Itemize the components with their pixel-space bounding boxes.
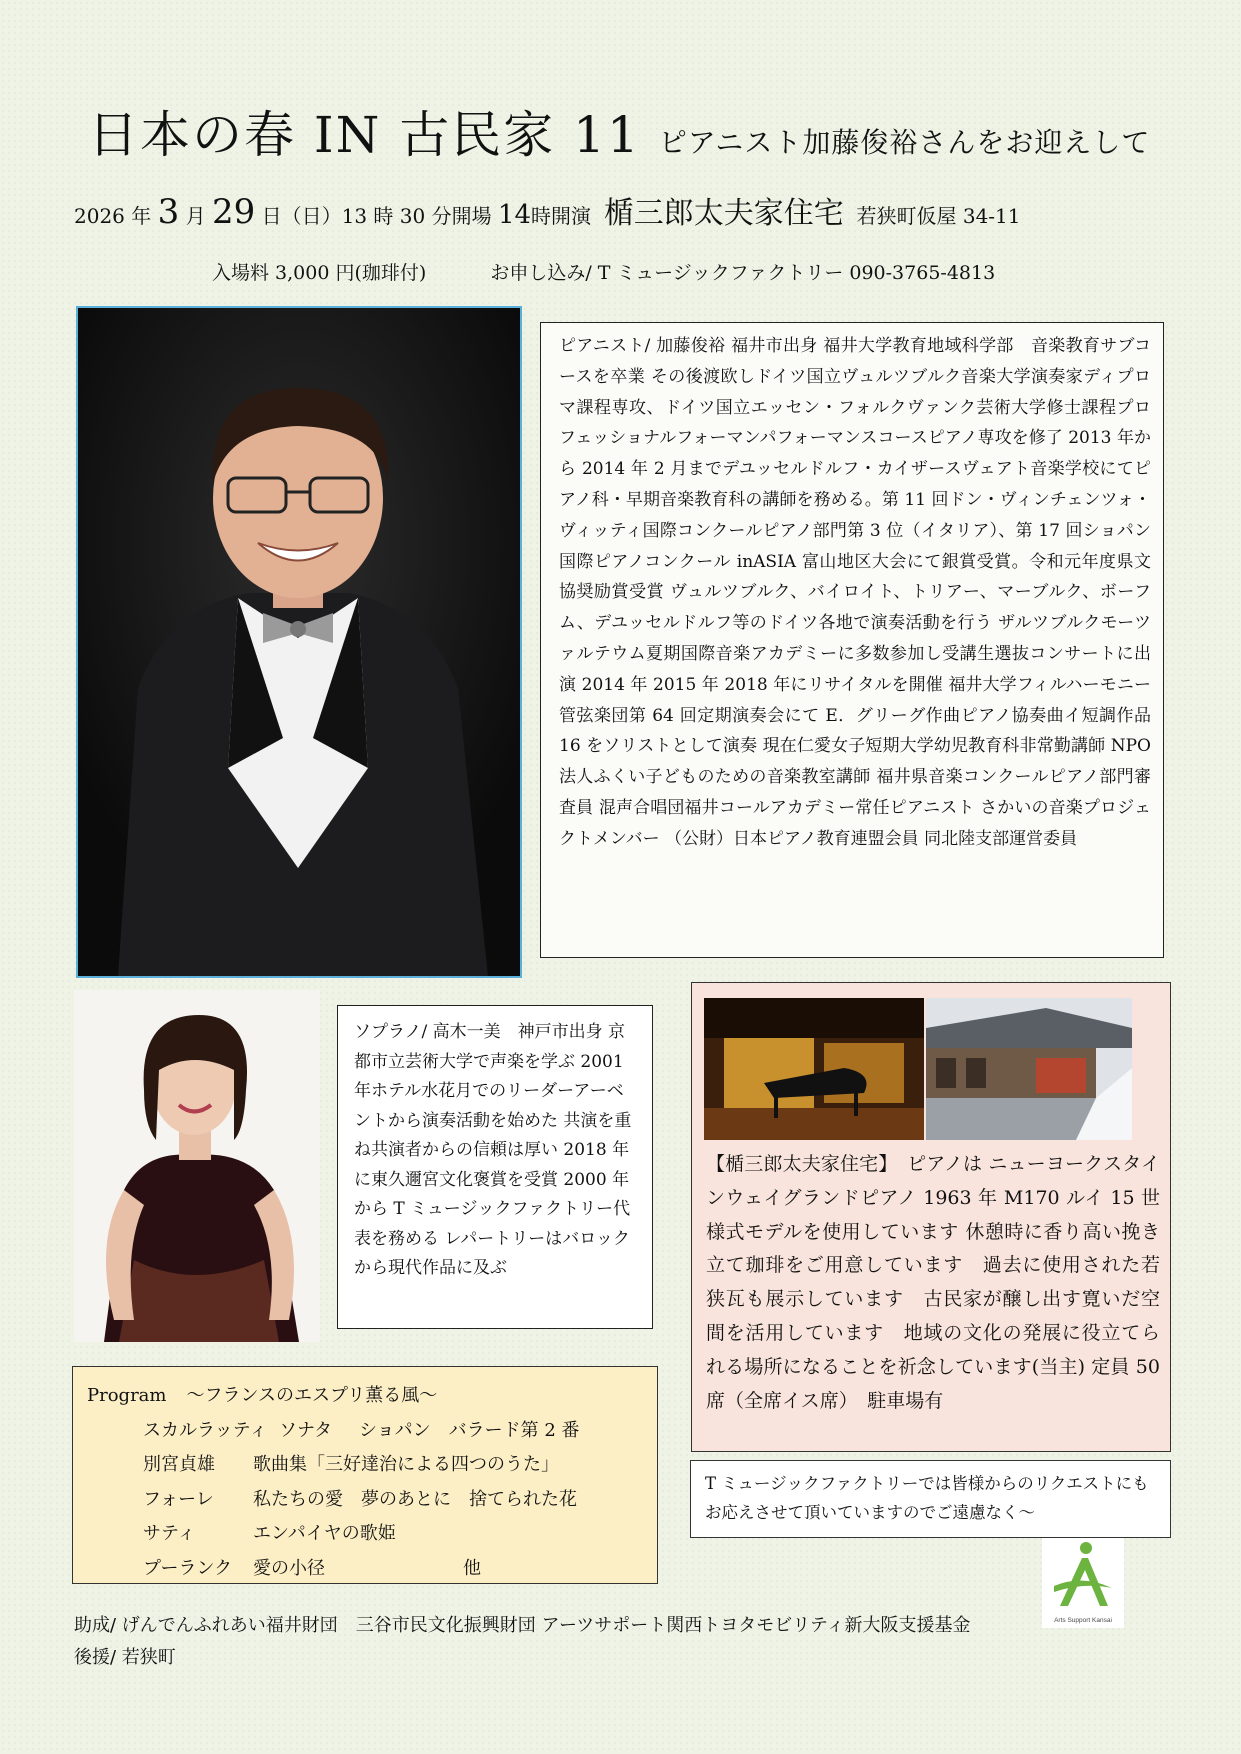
soprano-portrait-illustration [74, 990, 320, 1342]
soprano-bio-text: ソプラノ/ 高木一美 神戸市出身 京都市立芸術大学で声楽を学ぶ 2001 年ホテル水花月でのリーダーアーベントから演奏活動を始めた 共演を重ね共演者からの信頼は厚い 2018 年に東久邇宮文化褒賞を受賞 2000 年から T ミュージックファクトリー代表を務める レパートリーはバロックから現代作品に及ぶ [354, 1022, 632, 1278]
program-label: Program [87, 1385, 167, 1406]
program-work: ソナタ [279, 1419, 333, 1441]
sponsor-grants: 助成/ げんでんふれあい福井財団 三谷市民文化振興財団 アーツサポート関西トヨタモビリティ新大阪支援基金 [74, 1615, 971, 1636]
sponsor-block [74, 1610, 970, 1674]
event-venue: 楯三郎太夫家住宅 [603, 196, 844, 231]
piano-room-illustration [704, 998, 924, 1140]
pianist-portrait-illustration [78, 308, 520, 976]
program-composer: スカルラッティ [143, 1419, 268, 1441]
event-infoline [212, 258, 995, 285]
title-main: 日本の春 IN 古民家 11 [88, 106, 641, 164]
event-start-suffix: 時開演 [531, 204, 592, 228]
program-work: 歌曲集「三好達治による四つのうた」 [253, 1454, 559, 1475]
venue-interior-photo [704, 998, 924, 1140]
program-extra: 他 [463, 1557, 481, 1579]
event-day-suffix: 日（日）13 時 30 分開場 [261, 204, 492, 228]
soprano-bio-box [337, 1005, 653, 1329]
program-item [87, 1517, 643, 1552]
event-dateline [74, 188, 1021, 232]
pianist-photo [76, 306, 522, 978]
arts-support-kansai-logo [1042, 1538, 1124, 1628]
event-day: 29 [211, 192, 256, 232]
program-header [87, 1379, 643, 1414]
request-note-text: T ミュージックファクトリーでは皆様からのリクエストにもお応えさせて頂いていますのでご遠慮なく～ [705, 1474, 1149, 1522]
program-composer: プーランク [143, 1557, 233, 1579]
event-year: 2026 [74, 204, 125, 228]
program-work: 私たちの愛 夢のあとに 捨てられた花 [253, 1488, 577, 1510]
program-work: 愛の小径 [253, 1557, 325, 1579]
program-item [87, 1483, 643, 1518]
sponsor-support: 後援/ 若狭町 [74, 1647, 176, 1668]
event-month-suffix: 月 [185, 204, 206, 228]
event-contact: お申し込み/ T ミュージックファクトリー 090-3765-4813 [490, 262, 996, 284]
event-address: 若狭町仮屋 34-11 [856, 204, 1021, 228]
event-fee: 入場料 3,000 円(珈琲付) [212, 262, 427, 284]
program-box [72, 1366, 658, 1584]
event-month: 3 [157, 192, 180, 232]
program-item [87, 1448, 643, 1483]
program-extra: ショパン バラード第 2 番 [359, 1419, 580, 1441]
logo-mark-icon [1042, 1538, 1124, 1628]
program-item [87, 1552, 643, 1587]
soprano-photo [74, 990, 320, 1342]
program-work: エンパイヤの歌姫 [253, 1523, 396, 1544]
pianist-bio-box [540, 322, 1164, 958]
program-item [87, 1414, 643, 1449]
event-start-hour: 14 [497, 200, 532, 230]
request-note-box [690, 1460, 1171, 1538]
event-year-suffix: 年 [131, 204, 152, 228]
venue-exterior-photo [926, 998, 1132, 1140]
logo-caption: Arts Support Kansai [1054, 1617, 1112, 1624]
title-subtitle: ピアニスト加藤俊裕さんをお迎えして [658, 126, 1151, 159]
page-title [88, 95, 1150, 167]
program-composer: 別宮貞雄 [143, 1454, 215, 1475]
program-theme: ～フランスのエスプリ薫る風～ [186, 1385, 438, 1406]
program-composer: フォーレ [143, 1488, 214, 1510]
pianist-bio-text: ピアニスト/ 加藤俊裕 福井市出身 福井大学教育地域科学部 音楽教育サブコースを卒業 その後渡欧しドイツ国立ヴュルツブルク音楽大学演奏家ディプロマ課程専攻、ドイツ国立エッセン・フォルクヴァンク芸術大学修士課程プロフェッショナルフォーマンパフォーマンスコースピアノ専攻を修了 2013 年から 2014 年 2 月までデユッセルドルフ・カイザースヴェアト音楽学校にてピアノ科・早期音楽教育科の講師を務める。第 11 回ドン・ヴィンチェンツォ・ヴィッティ国際コンクールピアノ部門第 3 位（イタリア）、第 17 回ショパン国際ピアノコンクール inASIA 富山地区大会にて銀賞受賞。令和元年度県文協奨励賞受賞 ヴュルツブルク、バイロイト、トリアー、マーブルク、ボーフム、デユッセルドルフ等のドイツ各地で演奏活動を行う ザルツブルクモーツァルテウム夏期国際音楽アカデミーに多数参加し受講生選抜コンサートに出演 2014 年 2015 年 2018 年にリサイタルを開催 福井大学フィルハーモニー管弦楽団第 64 回定期演奏会にて E．グリーグ作曲ピアノ協奏曲イ短調作品 16 をソリストとして演奏 現在仁愛女子短期大学幼児教育科非常勤講師 NPO 法人ふくい子どものための音楽教室講師 福井県音楽コンクールピアノ部門審査員 混声合唱団福井コールアカデミー常任ピアニスト さかいの音楽プロジェクトメンバー （公財）日本ピアノ教育連盟会員 同北陸支部運営委員 [559, 336, 1151, 849]
program-composer: サティ [143, 1523, 196, 1544]
old-house-illustration [926, 998, 1132, 1140]
venue-info-text: 【楯三郎太夫家住宅】 ピアノは ニューヨークスタインウェイグランドピアノ 1963 年 M170 ルイ 15 世様式モデルを使用しています 休憩時に香り高い挽き立て珈琲をご用意しています 過去に使用された若狭瓦も展示しています 古民家が醸し出す寛いだ空間を活用しています 地域の文化の発展に役立てられる場所になることを祈念しています(当主) 定員 50 席（全席イス席） 駐車場有 [706, 1153, 1160, 1412]
